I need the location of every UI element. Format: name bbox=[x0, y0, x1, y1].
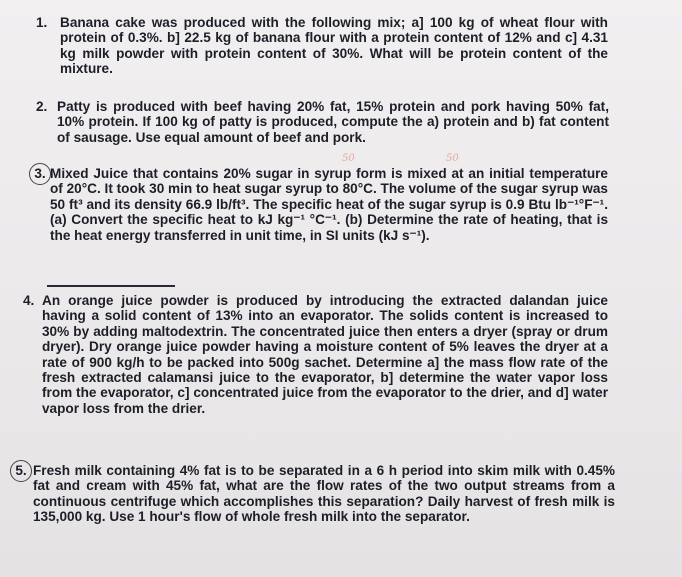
problem-2-text: Patty is produced with beef having 20% fat, 15% protein and pork having 50% fat, 10% protein. If 100 kg of patty is produced, compute the a) protein and b) fat content of sausage. Use equal amount of beef and pork. bbox=[57, 99, 609, 145]
problem-3-text: Mixed Juice that contains 20% sugar in syrup form is mixed at an initial temperature of 20°C. It took 30 min to heat sugar syrup to 80°C. The volume of the sugar syrup was 50 ft³ and its density 66.9 lb/ft³. The specific heat of the sugar syrup is 0.9 Btu lb⁻¹°F⁻¹. (a) Convert the specific heat to kJ kg⁻¹ °C⁻¹. (b) Determine the rate of heating, that is the heat energy transferred in unit time, in SI units (kJ s⁻¹). bbox=[50, 166, 608, 243]
problem-5-number: 5. bbox=[10, 460, 32, 482]
problem-3-underline bbox=[47, 285, 175, 287]
problem-5-text: Fresh milk containing 4% fat is to be separated in a 6 h period into skim milk with 0.45% fat and cream with 45% fat, what are the flow rates of the two output streams from a continuous centrifuge which accomplishes this separation? Daily harvest of fresh milk is 135,000 kg. Use 1 hour's flow of whole fresh milk into the separator. bbox=[33, 463, 615, 525]
problem-2-number: 2. bbox=[36, 99, 48, 114]
handwritten-mark-1: 50 bbox=[342, 153, 355, 164]
problem-4-text: An orange juice powder is produced by introducing the extracted dalandan juice having a solid content of 13% into an evaporator. The solids content is increased to 30% by adding maltodextrin. The concentrated juice then enters a dryer (spray or drum dryer). Dry orange juice powder having a moisture content of 5% leaves the dryer at a rate of 900 kg/h to be packed into 500g sachet. Determine a] the mass flow rate of the fresh extracted calamansi juice to the evaporator, b] determine the water vapor loss from the evaporator, c] concentrated juice from the evaporator to the drier, and d] water vapor loss from the drier. bbox=[42, 293, 608, 416]
problem-3-number: 3. bbox=[29, 163, 51, 185]
handwritten-mark-2: 50 bbox=[446, 153, 459, 164]
problem-1-number: 1. bbox=[36, 15, 48, 30]
problem-1-text: Banana cake was produced with the following mix; a] 100 kg of wheat flour with protein of 0.3%. b] 22.5 kg of banana flour with a protein content of 12% and c] 4.31 kg milk powder with protein content of 30%. What will be protein content of the mixture. bbox=[60, 15, 608, 77]
problem-4-number: 4. bbox=[23, 293, 35, 308]
